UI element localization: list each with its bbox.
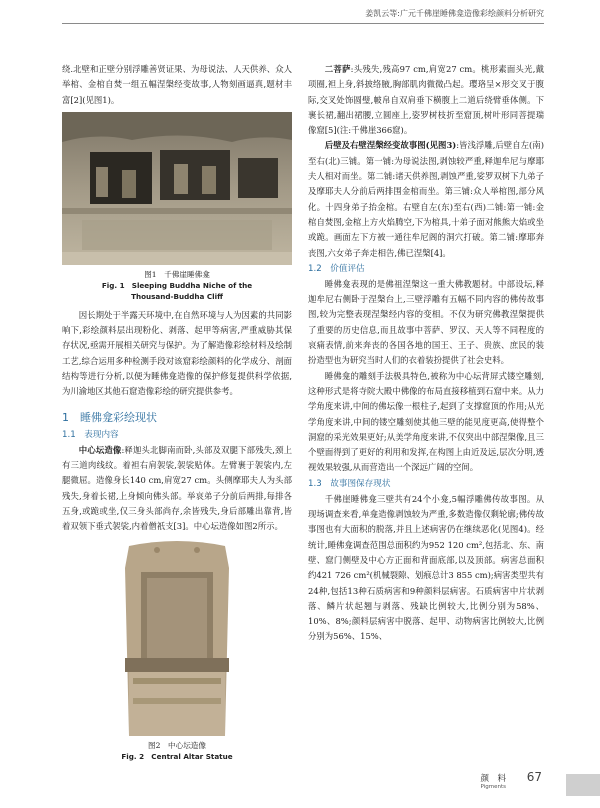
bodhisattva-lead: 二菩萨 (324, 64, 351, 74)
figure-2-caption (62, 740, 292, 762)
left-column (62, 62, 292, 762)
value-paragraph-1: 睡佛龛表现的是佛祖涅槃这一重大佛教题材。中部设坛,释迦牟尼右侧卧于涅槃台上,三壁浮雕有五幅不同内容的佛传故事图,较为完整表现涅槃经内容的变相。不仅为研究佛教涅槃提供了重要的历史信息,而且故事中菩萨、罗汉、天人等不同程度的哀痛表情,前来奔丧的各国各地的国王、王子、贵族、庶民的装扮造型也为研究当时人们的衣着装扮提供了社会史料。 (308, 278, 544, 366)
figure-1-caption-cn: 图1 千佛崖睡佛龛 (144, 269, 210, 279)
story-lead: 后壁及右壁涅槃经变故事图(见图3) (324, 140, 457, 151)
figure-1 (62, 112, 292, 302)
page-header (0, 0, 600, 26)
running-head: 姜凯云等:广元千佛崖睡佛龛造像彩绘颜料分析研究 (365, 9, 544, 18)
subsection-heading-1-2: 1.2 价值评估 (308, 263, 365, 274)
altar-statue-photo (107, 538, 247, 736)
central-altar-text: :释迦头北脚南而卧,头部及双腿下部残失,颈上有三道肉线纹。着袒右肩袈裟,袈裟贴体。左臂裹于袈裟内,左腿微屈。造像身长140 cm,肩宽27 cm。头侧摩耶夫人为头部残失,身着长裙,上身倾向佛头部。举哀弟子分前后两排,每排各五身,或跪或坐,仅三身头部尚存,余皆残失,身后部雕出靠背,皆着双领下垂式袈裟,内着僧祇支[3]。中心坛造像如图2所示。 (62, 444, 292, 532)
niche-photo (62, 112, 292, 265)
footer-tab (566, 774, 600, 796)
state-paragraph: 千佛崖睡佛龛三壁共有24个小龛,5幅浮雕佛传故事图。从现场调查来看,单龛造像剥蚀较为严重,多数造像仅剩轮廓;佛传故事图也有大面积的脱落,并且上述病害仍在继续恶化(见图4)。经统计,睡佛龛调查范围总面积约为952 120 cm²,包括北、东、南壁、窟门侧壁及中心方正面和背面底部,以及顶部。病害总面积约421 726 cm²(机械裂隙、划痕总计3 855 cm);病害类型共有24种,包括13种石质病害和9种颜料层病害。石质病害中片状剥落、鳞片状起翘与剥落、残缺比例较大,比例分别为58%、10%、8%;颜料层病害中脱落、起甲、动物病害比例较大,比例分别为56%、15%、 (308, 493, 544, 642)
subsection-heading-1-1: 1.1 表现内容 (62, 429, 119, 440)
figure-2 (62, 538, 292, 762)
altar-statue-drawing (107, 538, 247, 736)
header-rule (62, 23, 544, 24)
value-paragraph-2: 睡佛龛的雕刻手法极具特色,被称为中心坛背屏式镂空雕刻,这种形式是将寺院大殿中佛像的布局直接移植到石窟中来。从力学角度来讲,中间的佛坛像一根柱子,起到了支撑窟顶的作用;从光学角度来讲,中间的镂空雕刻使其他三壁的能见度更高,使得整个洞窟的采光效果更好;从美学角度来讲,不仅突出中部涅槃像,且三个壁面得到了更好的利用和发挥,在构图上由近及远,层次分明,透视效果较强,从而营造出一个深远广阔的空间。 (308, 370, 544, 473)
figure-2-caption-en: Fig. 2 Central Altar Statue (121, 752, 233, 762)
figure-1-caption-en-1: Fig. 1 Sleeping Buddha Niche of the (101, 280, 253, 290)
right-column (308, 62, 544, 645)
intro-paragraph: 绕.北壁和正壁分别浮雕善贤证果、为母说法、人天供养、众人举棺、金棺自焚一组五幅涅槃经变故事,人物刻画逼真,题材丰富[2](见图1)。 (62, 64, 292, 105)
background-paragraph: 因长期处于半露天环境中,在自然环境与人为因素的共同影响下,彩绘颜料层出现粉化、剥落、起甲等病害,严重威胁其保存状况,亟需开展相关研究与保护。为了解造像彩绘材料及绘制工艺,综合运用多种检测手段对该窟彩绘颜料的化学成分、剖面结构等进行分析,以便为睡佛龛造像的保护修复提供科学依据,为川渝地区其他石窟造像彩绘的研究提供参考。 (62, 309, 292, 397)
figure-1-caption-en-2: Thousand-Buddha Cliff (131, 291, 223, 301)
bodhisattva-paragraph (308, 62, 544, 138)
page-number: 67 (526, 770, 542, 784)
page-footer (0, 764, 600, 808)
section-heading-1: 1 睡佛龛彩绘现状 (62, 410, 157, 424)
journal-name: 颜 料 (480, 774, 506, 784)
journal-name-en: Pigments (480, 784, 506, 790)
central-altar-paragraph (62, 443, 292, 535)
bodhisattva-text: :头残失,残高97 cm,肩宽27 cm。桃形素面头光,戴项圈,袒上身,斜披络腋,胸部肌肉微微凸起。璎珞呈×形交叉于腹际,交叉处饰圆璧,帔帛自双肩垂下横腹上二道后绕臂垂体侧。下裹长裙,翻出裙腰,立圆座上,姿罗树枝折至窟顶,树叶形同菩提瑞像窟[5](注:千佛崖366窟)。 (308, 64, 544, 136)
subsection-heading-1-3: 1.3 故事图保存现状 (308, 478, 391, 489)
story-text: :皆浅浮雕,后壁自左(南)至右(北)三铺。第一铺:为母说法图,剥蚀较严重,释迦牟尼与摩耶夫人相对而坐。第二铺:诸天供养图,剥蚀严重,娑罗双树下九弟子及摩耶夫人分前后两排围金棺而坐。第三铺:众人举棺图,部分风化。十四身弟子抬金棺。右壁自左(东)至右(西)二铺:第一铺:金棺自焚图,金棺上方火焰腾空,下为棺具,十弟子面对熊熊大焰或坐或跪。画面左下方被一通往牟尼阁的洞穴打破。第二铺:摩耶奔丧图,六女弟子奔走相告,佛已涅槃[4]。 (308, 140, 544, 258)
figure-2-caption-cn: 图2 中心坛造像 (148, 741, 206, 751)
figure-1-caption (62, 269, 292, 302)
story-paragraph (308, 138, 544, 260)
niche-photo-drawing (62, 112, 292, 265)
central-altar-lead: 中心坛造像 (78, 444, 122, 455)
